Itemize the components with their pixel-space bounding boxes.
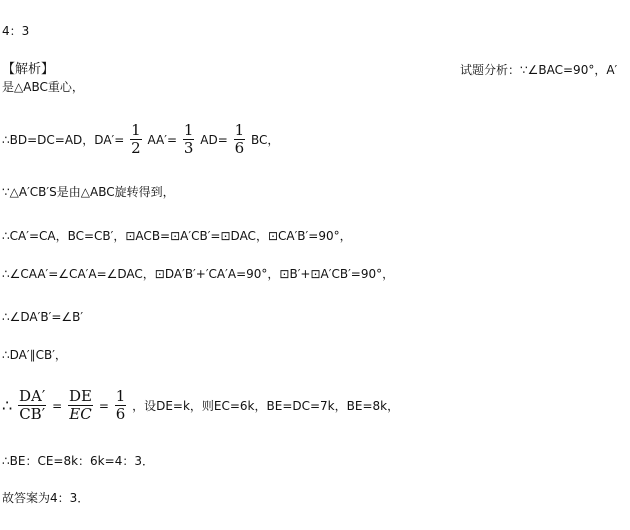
fraction-numerator: 1 [115, 387, 126, 405]
equation-bd [2, 122, 279, 157]
fraction-1-6-ratio [115, 388, 127, 423]
equation-bd-mid1: AA′= [147, 132, 178, 147]
ratio-suffix: ，设DE=k，则EC=6k，BE=DC=7k，BE=8k， [132, 398, 400, 413]
fraction-1-3 [183, 122, 195, 157]
ratio-equation [2, 388, 399, 423]
therefore-symbol: ∴ [2, 395, 13, 415]
analysis-line-2: 是△ABC重心， [2, 80, 84, 94]
equation-bd-suffix: BC， [250, 132, 280, 147]
equals-sign: = [98, 398, 109, 413]
analysis-label: 【解析】 [2, 62, 55, 77]
fraction-denominator: EC [69, 405, 92, 423]
fraction-denominator: 6 [234, 139, 245, 157]
fraction-de-ec [68, 388, 93, 423]
fraction-denominator: 3 [183, 139, 194, 157]
equals-sign: = [52, 398, 63, 413]
congruence-line: ∴CA′=CA，BC=CB′，⊡ACB=⊡A′CB′=⊡DAC，⊡CA′B′=90°， [2, 229, 352, 243]
fraction-numerator: 1 [131, 121, 141, 139]
rotation-statement: ∵△A′CB′S是由△ABC旋转得到， [2, 185, 175, 199]
fraction-numerator: 1 [234, 121, 245, 139]
fraction-numerator: DE [69, 387, 92, 405]
equation-bd-mid2: AD= [200, 132, 228, 147]
fraction-denominator: 6 [115, 405, 126, 423]
be-ce-line: ∴BE：CE=8k：6k=4：3． [2, 454, 154, 468]
parallel-line: ∴DA′∥CB′， [2, 348, 67, 362]
fraction-1-6 [234, 122, 246, 157]
final-answer: 故答案为4：3． [2, 491, 90, 505]
fraction-denominator: CB′ [19, 405, 46, 423]
answer-text: 4：3 [2, 24, 30, 38]
analysis-heading-tail: 试题分析：∵∠BAC=90°，A′ [460, 63, 618, 77]
fraction-denominator: 2 [131, 139, 141, 157]
angle-equality-line: ∴∠CAA′=∠CA′A=∠DAC，⊡DA′B′+′CA′A=90°，⊡B′+⊡A′CB′=90°， [2, 267, 395, 281]
angle-dab-line: ∴∠DA′B′=∠B′ [2, 310, 84, 324]
fraction-numerator: 1 [183, 121, 194, 139]
fraction-numerator: DA′ [19, 387, 46, 405]
fraction-da-cb [18, 388, 46, 423]
fraction-1-2 [130, 122, 142, 157]
equation-bd-prefix: ∴BD=DC=AD，DA′= [2, 132, 125, 147]
